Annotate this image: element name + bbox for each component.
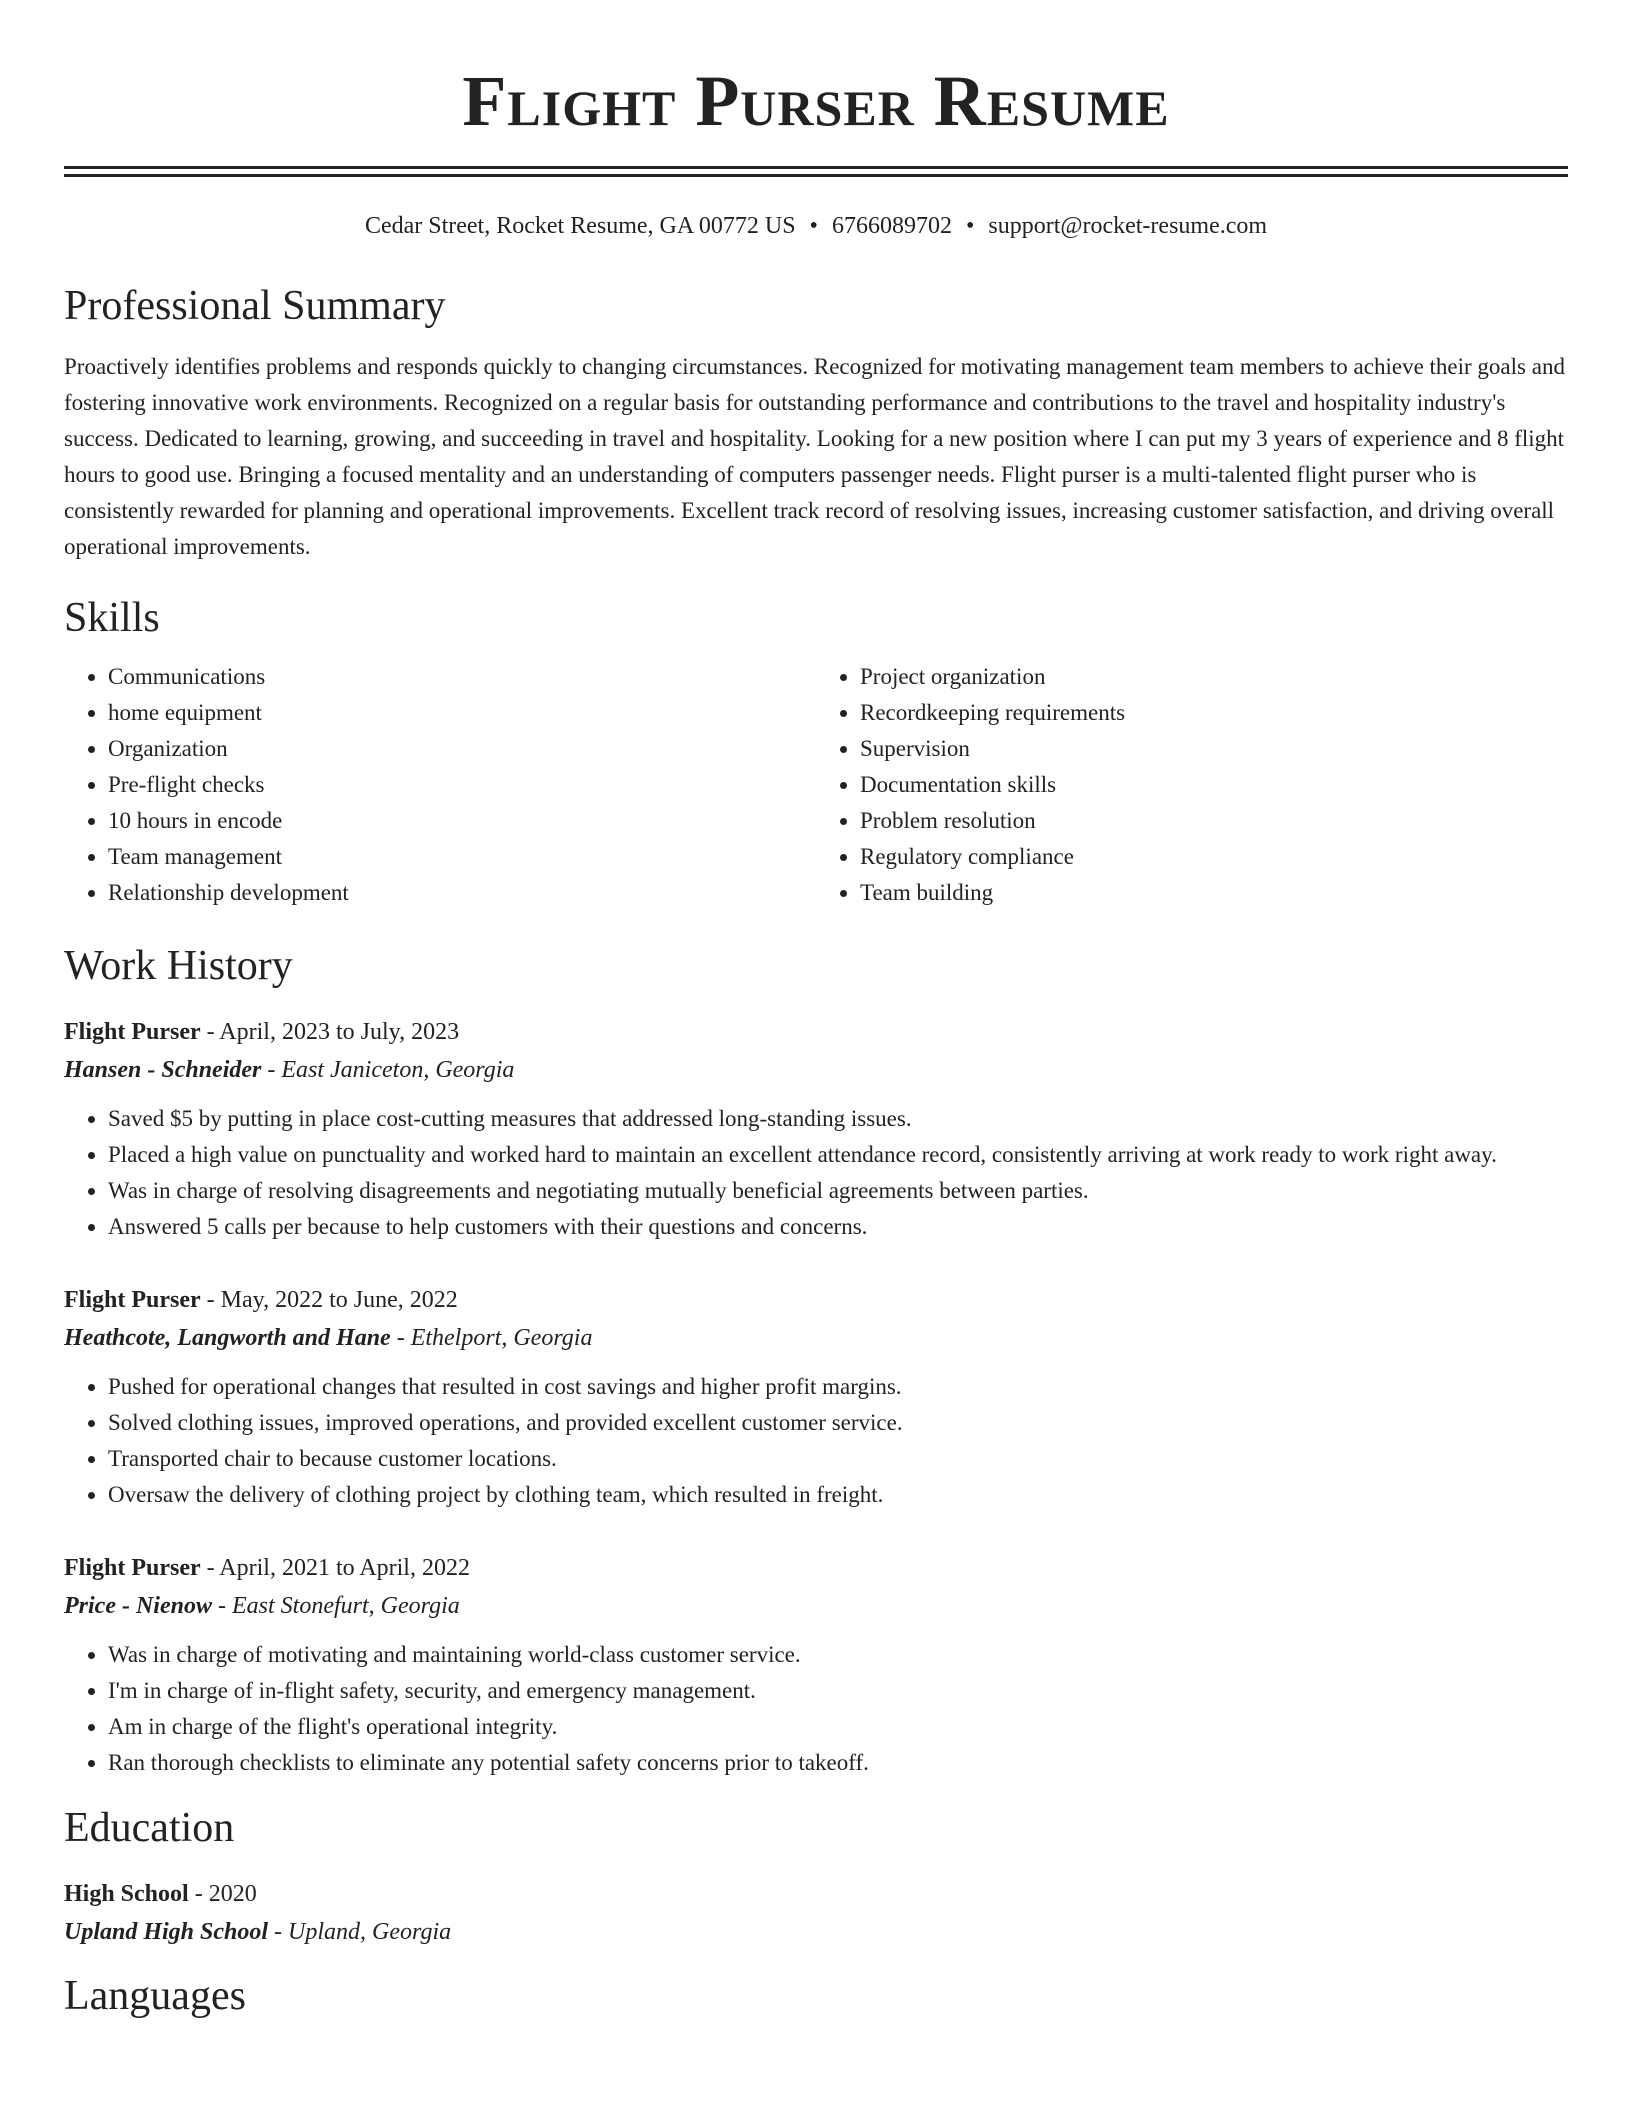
- job-location: - East Stonefurt, Georgia: [211, 1593, 460, 1619]
- job-bullet: • Placed a high value on punctuality and worked hard to maintain an excellent attendance record, consistently arriving at work ready to work right away.: [108, 1137, 1568, 1173]
- languages-heading: Languages: [64, 1973, 246, 2019]
- education-location: - Upland, Georgia: [268, 1919, 452, 1945]
- contact-email: support@rocket-resume.com: [988, 213, 1268, 239]
- job-dates: - April, 2023 to July, 2023: [200, 1019, 460, 1045]
- job-bullet: • Oversaw the delivery of clothing project by clothing team, which resulted in freight.: [108, 1477, 1568, 1513]
- work-history-heading: Work History: [64, 943, 293, 989]
- job-bullet: • Transported chair to because customer locations.: [108, 1441, 1568, 1477]
- skill-item: • Team management: [108, 839, 816, 875]
- job-company-line: [64, 1587, 1568, 1625]
- summary-text: Proactively identifies problems and responds quickly to changing circumstances. Recognized for motivating management team members to achieve their goals and fostering innovative work environments. Recognized on a regular basis for outstanding performance and contributions to the travel and hospitality industry's success. Dedicated to learning, growing, and succeeding in travel and hospitality. Looking for a new position where I can put my 3 years of experience and 8 flight hours to good use. Bringing a focused mentality and an understanding of computers passenger needs. Flight purser is a multi-talented flight purser who is consistently rewarded for planning and operational improvements. Excellent track record of resolving issues, increasing customer satisfaction, and driving overall operational improvements.: [64, 354, 1565, 559]
- title-divider-top: [64, 166, 1568, 169]
- education-heading: Education: [64, 1805, 235, 1851]
- job-dates: - April, 2021 to April, 2022: [200, 1555, 470, 1581]
- skill-item: • Communications: [108, 659, 816, 695]
- job-dates: - May, 2022 to June, 2022: [200, 1287, 458, 1313]
- skill-item: • Project organization: [860, 659, 1568, 695]
- job-bullet: • Answered 5 calls per because to help customers with their questions and concerns.: [108, 1209, 1568, 1245]
- contact-separator: •: [965, 213, 975, 239]
- resume-title: Flight Purser Resume: [462, 61, 1170, 141]
- education-year: - 2020: [188, 1881, 257, 1907]
- job-title: Flight Purser: [64, 1287, 201, 1313]
- skill-item: • Organization: [108, 731, 816, 767]
- contact-separator: •: [809, 213, 818, 239]
- skill-item: • Regulatory compliance: [860, 839, 1568, 875]
- skills-heading: Skills: [64, 595, 160, 641]
- job-company: Price - Nienow: [64, 1593, 212, 1619]
- job-bullet: • Was in charge of motivating and maintaining world-class customer service.: [108, 1637, 1568, 1673]
- job-title: Flight Purser: [64, 1555, 201, 1581]
- job-bullet: • Pushed for operational changes that resulted in cost savings and higher profit margins.: [108, 1369, 1568, 1405]
- job-location: - East Janiceton, Georgia: [261, 1057, 515, 1083]
- job-bullets: [64, 1637, 1568, 1781]
- job-entry: [64, 1549, 1568, 1781]
- contact-address: Cedar Street, Rocket Resume, GA 00772 US: [364, 213, 796, 239]
- title-divider-bottom: [64, 174, 1568, 177]
- job-company: Heathcote, Langworth and Hane: [64, 1325, 391, 1351]
- skill-item: • Problem resolution: [860, 803, 1568, 839]
- skill-item: • Supervision: [860, 731, 1568, 767]
- job-company-line: [64, 1319, 1568, 1357]
- skills-list: [64, 659, 1568, 911]
- skill-item: • home equipment: [108, 695, 816, 731]
- skill-item: • Documentation skills: [860, 767, 1568, 803]
- job-location: - Ethelport, Georgia: [390, 1325, 593, 1351]
- skills-column-right: [816, 659, 1568, 911]
- job-bullet: • Solved clothing issues, improved operations, and provided excellent customer service.: [108, 1405, 1568, 1441]
- education-degree-line: [64, 1875, 1568, 1913]
- education-school-line: [64, 1913, 1568, 1951]
- skill-item: • Team building: [860, 875, 1568, 911]
- skill-item: • Relationship development: [108, 875, 816, 911]
- job-bullet: • I'm in charge of in-flight safety, security, and emergency management.: [108, 1673, 1568, 1709]
- skills-column-left: [64, 659, 816, 911]
- job-title-line: [64, 1281, 1568, 1319]
- job-entry: [64, 1281, 1568, 1513]
- job-bullet: • Saved $5 by putting in place cost-cutting measures that addressed long-standing issues.: [108, 1101, 1568, 1137]
- job-bullet: • Was in charge of resolving disagreements and negotiating mutually beneficial agreements between parties.: [108, 1173, 1568, 1209]
- job-company: Hansen - Schneider: [64, 1057, 262, 1083]
- job-entry: [64, 1013, 1568, 1245]
- job-company-line: [64, 1051, 1568, 1089]
- education-school: Upland High School: [64, 1919, 269, 1945]
- job-bullet: • Ran thorough checklists to eliminate any potential safety concerns prior to takeoff.: [108, 1745, 1568, 1781]
- summary-heading: Professional Summary: [64, 283, 446, 329]
- skill-item: • Pre-flight checks: [108, 767, 816, 803]
- job-bullets: [64, 1101, 1568, 1245]
- job-bullets: [64, 1369, 1568, 1513]
- job-bullet: • Am in charge of the flight's operational integrity.: [108, 1709, 1568, 1745]
- job-title: Flight Purser: [64, 1019, 201, 1045]
- contact-line: [64, 211, 1568, 241]
- job-title-line: [64, 1013, 1568, 1051]
- skill-item: • Recordkeeping requirements: [860, 695, 1568, 731]
- education-degree: High School: [64, 1881, 189, 1907]
- education-entry: [64, 1875, 1568, 1951]
- contact-phone: 6766089702: [831, 213, 952, 239]
- skill-item: • 10 hours in encode: [108, 803, 816, 839]
- job-title-line: [64, 1549, 1568, 1587]
